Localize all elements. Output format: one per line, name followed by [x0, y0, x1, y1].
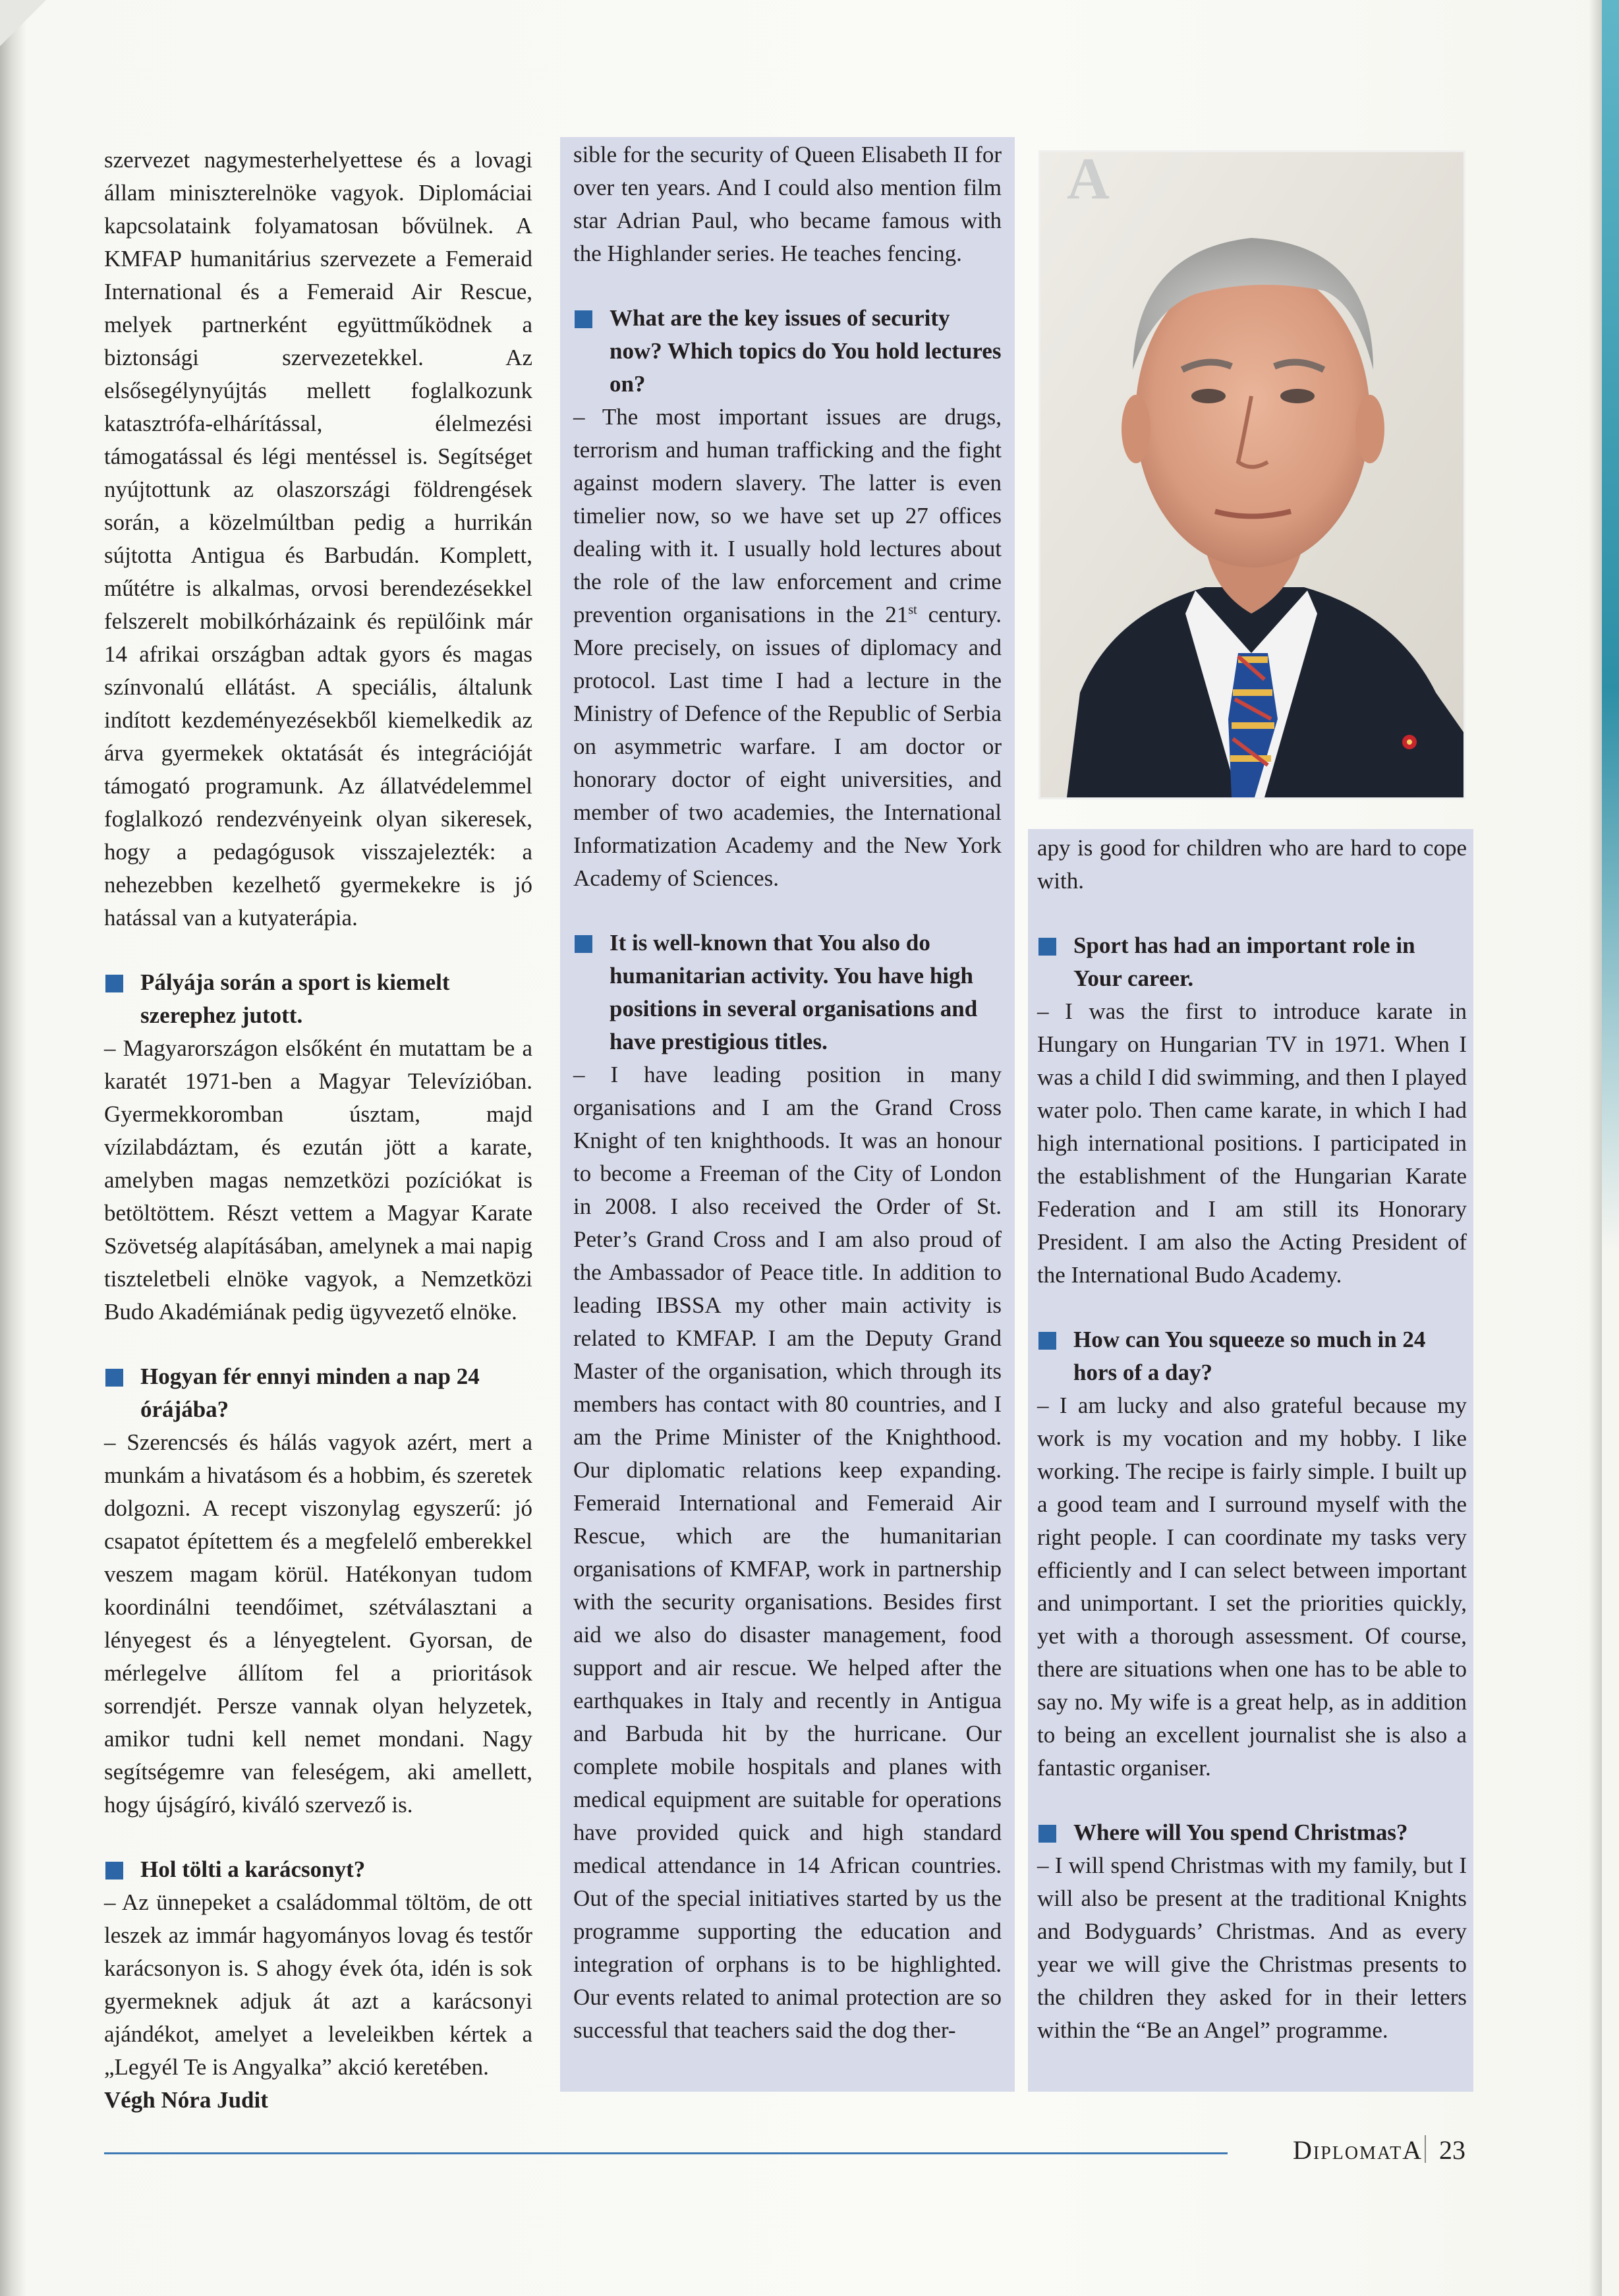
answer-paragraph: – I was the first to introduce karate in Hungary on Hungarian TV in 1971. When I was a child I did swimming, and then I played water polo. Then came karate, in which I had high international positions. I participated in the establishment of the Hungarian Karate Federation and I am still its Honorary President. I am also the Acting President of the International Budo Academy. — [1037, 998, 1467, 1288]
column-english-right — [1037, 832, 1467, 2047]
author-byline: Végh Nóra Judit — [104, 2087, 268, 2113]
superscript: st — [908, 602, 917, 617]
svg-text:A: A — [1067, 152, 1110, 212]
question-heading: Where will You spend Christmas? — [1037, 1816, 1467, 1849]
portrait-illustration — [1040, 152, 1463, 797]
answer-paragraph: – Szerencsés és hálás vagyok azért, mert a munkám a hivatásom és a hobbim, és szeretek dolgozni. A recept viszonylag egyszerű: jó csapatot építettem és a megfelelő emberekkel veszem magam körül. Hatékonyan tudom koordinálni teendőimet, szétválasztani a lényegest és a lényegtelent. Gyorsan, de mérlegelve állítom fel a prioritások sorrendjét. Persze vannak olyan helyzetek, amikor tudni kell nemet mondani. Nagy segítségemre van feleségem, aki amellett, hogy újságíró, kiváló szervező is. — [104, 1429, 532, 1818]
binding-strip — [1602, 0, 1619, 1252]
question-heading: Hol tölti a karácsonyt? — [104, 1853, 532, 1886]
answer-paragraph: – I am lucky and also grateful because my work is my vocation and my hobby. I like working. The recipe is fairly simple. I built up a good team and I surround myself with the right people. I can coordinate my tasks very efficiently and I can select between important and unimportant. I set the priorities quickly, yet with a thorough assessment. Of course, there are situations when one has to be able to say no. My wife is a great help, as in addition to being an excellent journalist she is also a fantastic organiser. — [1037, 1392, 1467, 1781]
page-corner-curl — [0, 0, 46, 46]
footer-separator — [1425, 2135, 1426, 2163]
answer-paragraph: – Az ünnepeket a családommal töltöm, de ott leszek az immár hagyományos lovag és testőr karácsonyon is. S ahogy évek óta, idén is sok gyermeknek adjuk át azt a karácsonyi ajándékot, amelyet a leveleikben kértek a „Legyél Te is Angyalka” akció keretében. — [104, 1889, 532, 2080]
paragraph: sible for the security of Queen Elisabeth II for over ten years. And I could also mention film star Adrian Paul, who became famous with the Highlander series. He teaches fencing. — [573, 142, 1002, 266]
question-heading: Pályája során a sport is kiemelt szerephez jutott. — [104, 966, 532, 1032]
question-heading: How can You squeeze so much in 24 hors of a day? — [1037, 1323, 1467, 1389]
question-heading: Hogyan fér ennyi minden a nap 24 órájába? — [104, 1360, 532, 1426]
page-number: 23 — [1439, 2135, 1465, 2165]
page-edge-shadow — [1589, 0, 1602, 2296]
paragraph: apy is good for children who are hard to cope with. — [1037, 835, 1467, 894]
answer-paragraph: – I will spend Christmas with my family, but I will also be present at the traditional Knights and Bodyguards’ Christmas. And as every year we will give the Christmas presents to the children they asked for in their letters within the “Be an Angel” programme. — [1037, 1852, 1467, 2043]
answer-paragraph: – I have leading position in many organisations and I am the Grand Cross Knight of ten knighthoods. It was an honour to become a Freeman of the City of London in 2008. I also received the Order of St. Peter’s Grand Cross and I am also proud of the Ambassador of Peace title. In addition to leading IBSSA my other main activity is related to KMFAP. I am the Deputy Grand Master of the organisation, which through its members has contact with 80 countries, and I am the Prime Minister of the Knighthood. Our diplomatic relations keep expanding. Femeraid International and Femeraid Air Rescue, which are the humanitarian organisations of KMFAP, work in partnership with the security organisations. Besides first aid we also do disaster management, food support and air rescue. We helped after the earthquakes in Italy and recently in Antigua and Barbuda hit by the hurricane. Our complete mobile hospitals and planes with medical equipment are suitable for operations have provided quick and high standard medical attendance in 14 African countries. Out of the special initiatives started by us the programme supporting the education and integration of orphans is to be highlighted. Our events related to animal protection are so successful that teachers said the dog ther- — [573, 1062, 1002, 2043]
footer-rule — [104, 2152, 1228, 2154]
portrait-photo — [1038, 150, 1465, 799]
answer-text: – The most important issues are drugs, terrorism and human trafficking and the fight against modern slavery. The latter is even timelier now, so we have set up 27 offices dealing with it. I usually hold lectures about the role of the law enforcement and crime prevention organisations in the 21 — [573, 404, 1002, 627]
column-hungarian — [104, 144, 532, 2117]
question-heading: What are the key issues of security now? Which topics do You hold lectures on? — [573, 302, 1002, 401]
question-heading: It is well-known that You also do humanitarian activity. You have high positions in several organisations and have prestigious titles. — [573, 927, 1002, 1058]
answer-text: century. More precisely, on issues of diplomacy and protocol. Last time I had a lecture in the Ministry of Defence of the Republic of Serbia on asymmetric warfare. I am doctor or honorary doctor of eight universities, and member of two academies, the International Informatization Academy and the New York Academy of Sciences. — [573, 602, 1002, 891]
column-english-middle — [573, 138, 1002, 2047]
paragraph: szervezet nagymesterhelyettese és a lovagi állam miniszterelnöke vagyok. Diplomáciai kapcsolataink folyamatosan bővülnek. A KMFAP humanitárius szervezete a Femeraid International és a Femeraid Air Rescue, melyek partnerként együttműködnek a biztonsági szervezetekkel. Az elsősegélynyújtás mellett foglalkozunk katasztrófa-elhárítással, élelmezési támogatással és légi mentéssel is. Segítséget nyújtottunk az olaszországi földrengések során, a közelmúltban pedig a hurrikán sújtotta Antigua és Barbudán. Komplett, műtétre is alkalmas, orvosi berendezésekkel felszerelt mobilkórházaink és repülőink már 14 afrikai országban adtak gyors és magas színvonalú ellátást. A speciális, általunk indított kezdeményezésekből kiemelkedik az árva gyermekek oktatását és integrációját támogató programunk. Az állatvédelemmel foglalkozó rendezvényeink olyan sikeresek, hogy a pedagógusok visszajelezték: a nehezebben kezelhető gyermekekre is jó hatással van a kutyaterápia. — [104, 147, 532, 931]
magazine-name: DiplomatA — [1293, 2135, 1423, 2165]
question-heading: Sport has had an important role in Your career. — [1037, 929, 1467, 995]
answer-paragraph: – Magyarországon elsőként én mutattam be a karatét 1971-ben a Magyar Televízióban. Gyermekkoromban úsztam, majd vízilabdáztam, és ezután jött a karate, amelyben magas nemzetközi pozíciókat is betöltöttem. Részt vettem a Magyar Karate Szövetség alapításában, amelynek a mai napig tiszteletbeli elnöke vagyok, a Nemzetközi Budo Akadémiának pedig ügyvezető elnöke. — [104, 1035, 532, 1325]
answer-paragraph — [573, 401, 1002, 895]
